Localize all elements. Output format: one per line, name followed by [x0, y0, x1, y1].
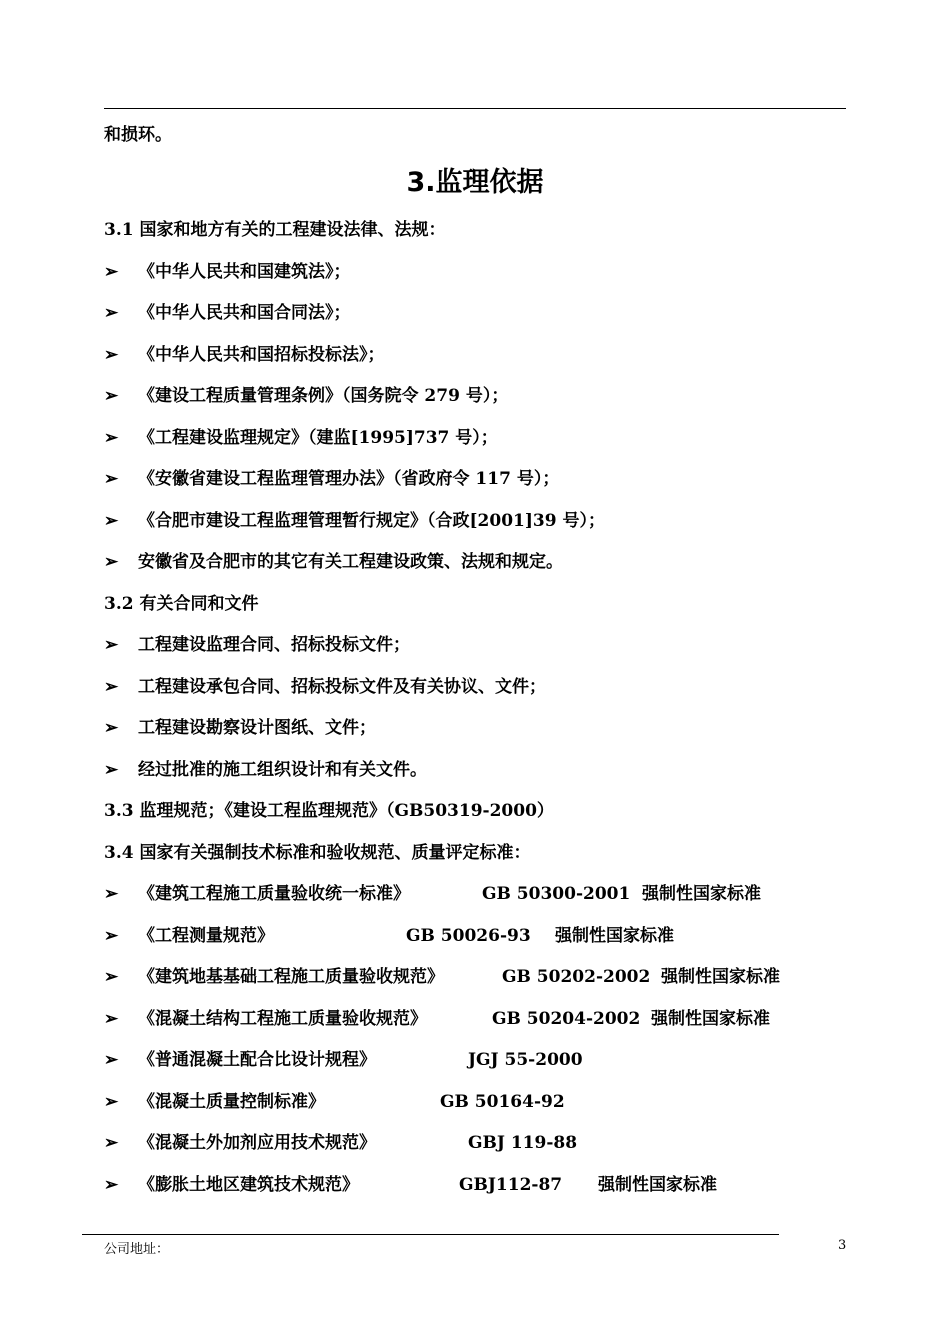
section-title: 3.监理依据 — [406, 167, 544, 198]
arrow-bullet-icon: ➢ — [104, 345, 119, 365]
list-item: ➢ 经过批准的施工组织设计和有关文件。 — [104, 760, 427, 780]
header-rule — [104, 108, 846, 109]
standard-code: JGJ 55-2000 — [468, 1050, 583, 1070]
standard-code: GB 50164-92 — [440, 1092, 565, 1112]
standard-name: 《混凝土外加剂应用技术规范》 — [138, 1133, 376, 1153]
list-item: ➢ 《合肥市建设工程监理管理暂行规定》（合政[2001]39 号）； — [104, 511, 605, 531]
standard-code: GBJ112-87 — [459, 1175, 563, 1195]
section-3-3-heading: 3.3 监理规范；《建设工程监理规范》（GB50319-2000） — [104, 801, 554, 821]
list-item: ➢ 工程建设监理合同、招标投标文件； — [104, 635, 410, 655]
standard-row — [104, 1049, 846, 1071]
page-number: 3 — [838, 1238, 847, 1253]
standard-row — [104, 966, 846, 988]
standard-code: GB 50202-2002 — [502, 967, 651, 987]
section-3-2-heading: 3.2 有关合同和文件 — [104, 594, 259, 614]
section-3-1-heading: 3.1 国家和地方有关的工程建设法律、法规： — [104, 220, 446, 240]
standard-row — [104, 925, 846, 947]
arrow-bullet-icon: ➢ — [104, 303, 119, 323]
arrow-bullet-icon: ➢ — [104, 967, 119, 987]
standard-name: 《混凝土质量控制标准》 — [138, 1092, 325, 1112]
arrow-bullet-icon: ➢ — [104, 760, 119, 780]
arrow-bullet-icon: ➢ — [104, 1133, 119, 1153]
standard-class: 强制性国家标准 — [661, 967, 780, 987]
arrow-bullet-icon: ➢ — [104, 1175, 119, 1195]
arrow-bullet-icon: ➢ — [104, 428, 119, 448]
standard-row — [104, 1008, 846, 1030]
arrow-bullet-icon: ➢ — [104, 262, 119, 282]
arrow-bullet-icon: ➢ — [104, 469, 119, 489]
standard-row — [104, 1091, 846, 1113]
arrow-bullet-icon: ➢ — [104, 884, 119, 904]
standard-row — [104, 1132, 846, 1154]
list-item: ➢ 《安徽省建设工程监理管理办法》（省政府令 117 号）； — [104, 469, 560, 489]
arrow-bullet-icon: ➢ — [104, 677, 119, 697]
footer-address-label: 公司地址： — [104, 1242, 170, 1257]
arrow-bullet-icon: ➢ — [104, 635, 119, 655]
standard-class: 强制性国家标准 — [598, 1175, 717, 1195]
arrow-bullet-icon: ➢ — [104, 1092, 119, 1112]
standard-class: 强制性国家标准 — [555, 926, 674, 946]
list-item: ➢ 安徽省及合肥市的其它有关工程建设政策、法规和规定。 — [104, 552, 563, 572]
list-item: ➢ 《中华人民共和国合同法》； — [104, 303, 351, 323]
list-item: ➢ 《中华人民共和国招标投标法》； — [104, 345, 385, 365]
footer-rule — [82, 1234, 779, 1235]
arrow-bullet-icon: ➢ — [104, 552, 119, 572]
list-item: ➢ 《建设工程质量管理条例》（国务院令 279 号）； — [104, 386, 509, 406]
standard-class: 强制性国家标准 — [642, 884, 761, 904]
list-item: ➢ 工程建设勘察设计图纸、文件； — [104, 718, 376, 738]
continuation-text: 和损环。 — [104, 125, 172, 145]
arrow-bullet-icon: ➢ — [104, 386, 119, 406]
standard-code: GB 50026-93 — [406, 926, 531, 946]
standard-name: 《膨胀土地区建筑技术规范》 — [138, 1175, 359, 1195]
standard-name: 《普通混凝土配合比设计规程》 — [138, 1050, 376, 1070]
standard-name: 《建筑地基基础工程施工质量验收规范》 — [138, 967, 444, 987]
arrow-bullet-icon: ➢ — [104, 926, 119, 946]
standard-row — [104, 883, 846, 905]
list-item: ➢ 工程建设承包合同、招标投标文件及有关协议、文件； — [104, 677, 546, 697]
list-item: ➢ 《中华人民共和国建筑法》； — [104, 262, 351, 282]
arrow-bullet-icon: ➢ — [104, 1009, 119, 1029]
standard-name: 《混凝土结构工程施工质量验收规范》 — [138, 1009, 427, 1029]
list-item: ➢ 《工程建设监理规定》（建监[1995]737 号）； — [104, 428, 498, 448]
standard-code: GBJ 119-88 — [468, 1133, 578, 1153]
arrow-bullet-icon: ➢ — [104, 718, 119, 738]
standard-name: 《工程测量规范》 — [138, 926, 274, 946]
arrow-bullet-icon: ➢ — [104, 1050, 119, 1070]
arrow-bullet-icon: ➢ — [104, 511, 119, 531]
standard-class: 强制性国家标准 — [651, 1009, 770, 1029]
standard-code: GB 50300-2001 — [482, 884, 631, 904]
standard-row — [104, 1174, 846, 1196]
section-3-4-heading: 3.4 国家有关强制技术标准和验收规范、质量评定标准： — [104, 843, 531, 863]
standard-code: GB 50204-2002 — [492, 1009, 641, 1029]
standard-name: 《建筑工程施工质量验收统一标准》 — [138, 884, 410, 904]
